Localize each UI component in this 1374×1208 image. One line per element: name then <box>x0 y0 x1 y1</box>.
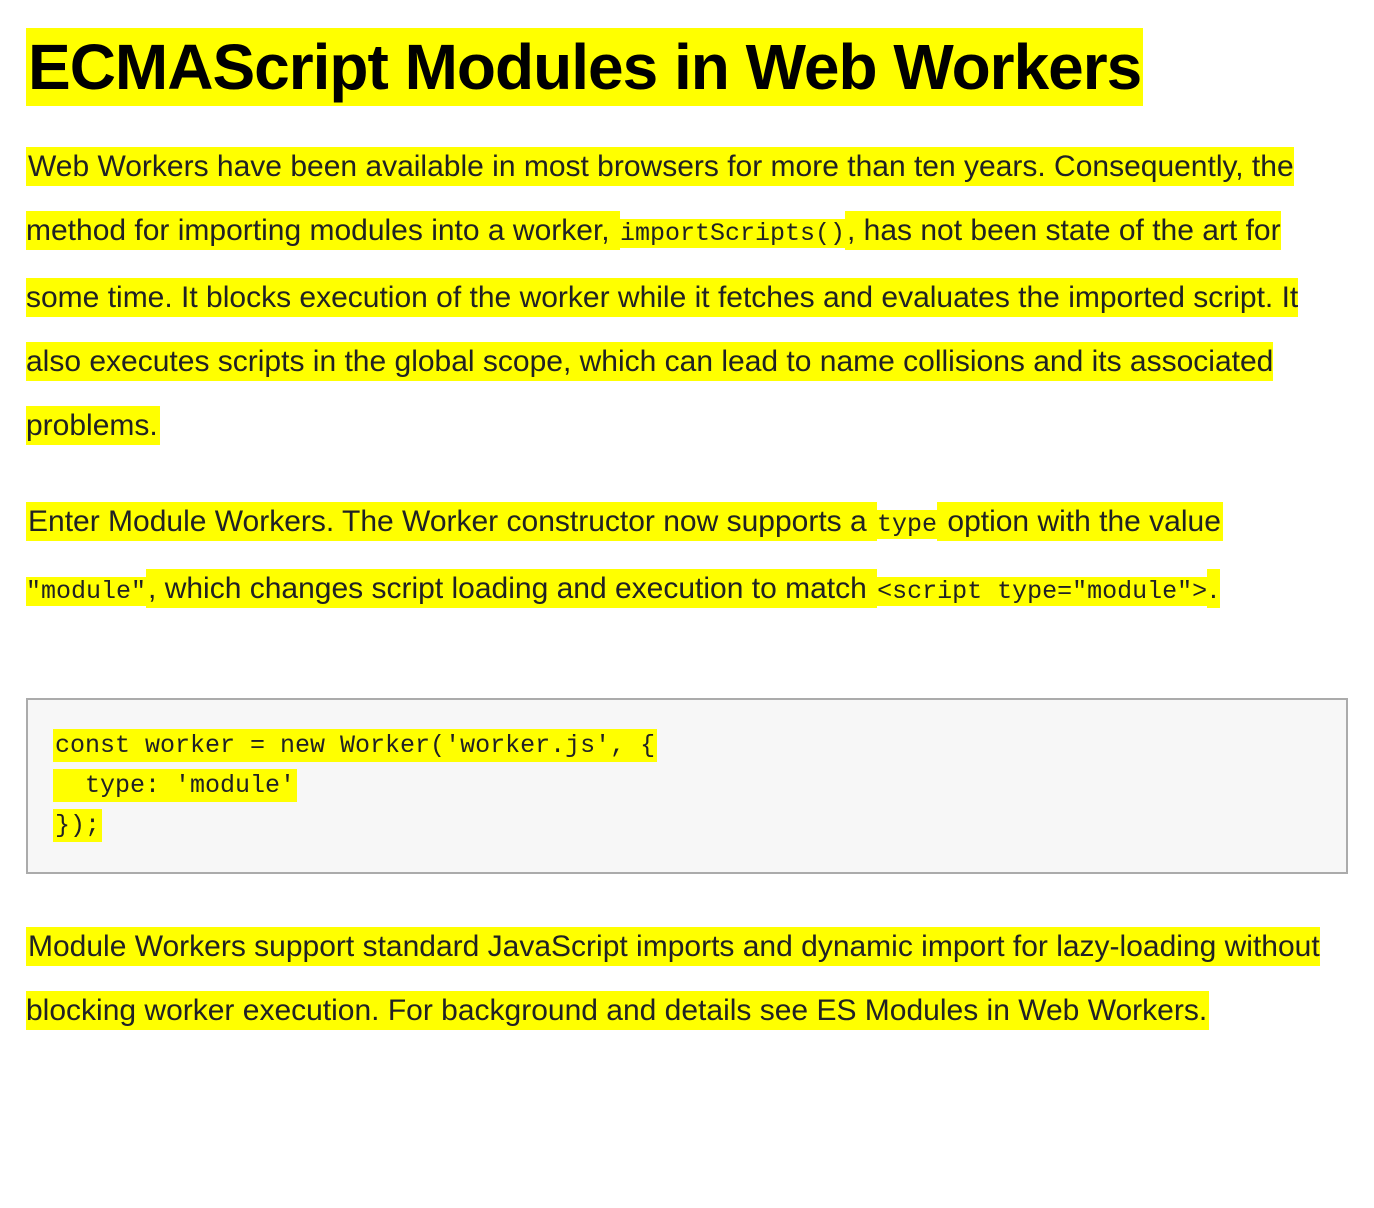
inline-code: type <box>877 510 938 539</box>
paragraph-module-workers <box>26 490 1348 624</box>
highlighted-text: Enter Module Workers. The Worker constructor now supports a <box>26 502 877 541</box>
article-content <box>26 30 1348 1043</box>
paragraph-intro <box>26 135 1348 458</box>
code-block <box>26 698 1348 874</box>
highlighted-text: , has not been state of the art for some time. It blocks execution of the worker while it fetches and evaluates the imported script. It also executes scripts in the global scope, which can lead to name collisions and its associated problems. <box>26 211 1298 445</box>
highlighted-text: Module Workers support standard JavaScript imports and dynamic import for lazy-loading without blocking worker execution. For background and details see ES Modules in Web Workers. <box>26 927 1320 1030</box>
code-line: const worker = new Worker('worker.js', { <box>55 731 656 760</box>
page <box>0 30 1374 1208</box>
highlighted-text: Web Workers have been available in most browsers for more than ten years. Consequently, the method for importing modules into a worker, <box>26 147 1294 250</box>
code-line: type: 'module' <box>55 771 296 800</box>
inline-code: importScripts() <box>619 219 845 248</box>
page-title <box>26 30 1348 105</box>
code-line: }); <box>55 811 101 840</box>
code-block-code <box>53 729 657 842</box>
highlighted-text: , which changes script loading and execution to match <box>146 569 877 608</box>
inline-code: "module" <box>26 577 147 606</box>
page-title-highlight: ECMAScript Modules in Web Workers <box>26 28 1143 106</box>
highlighted-text: option with the value <box>937 502 1223 541</box>
inline-code: <script type="module"> <box>877 577 1208 606</box>
paragraph-outro <box>26 915 1348 1043</box>
highlighted-text: . <box>1207 569 1219 608</box>
